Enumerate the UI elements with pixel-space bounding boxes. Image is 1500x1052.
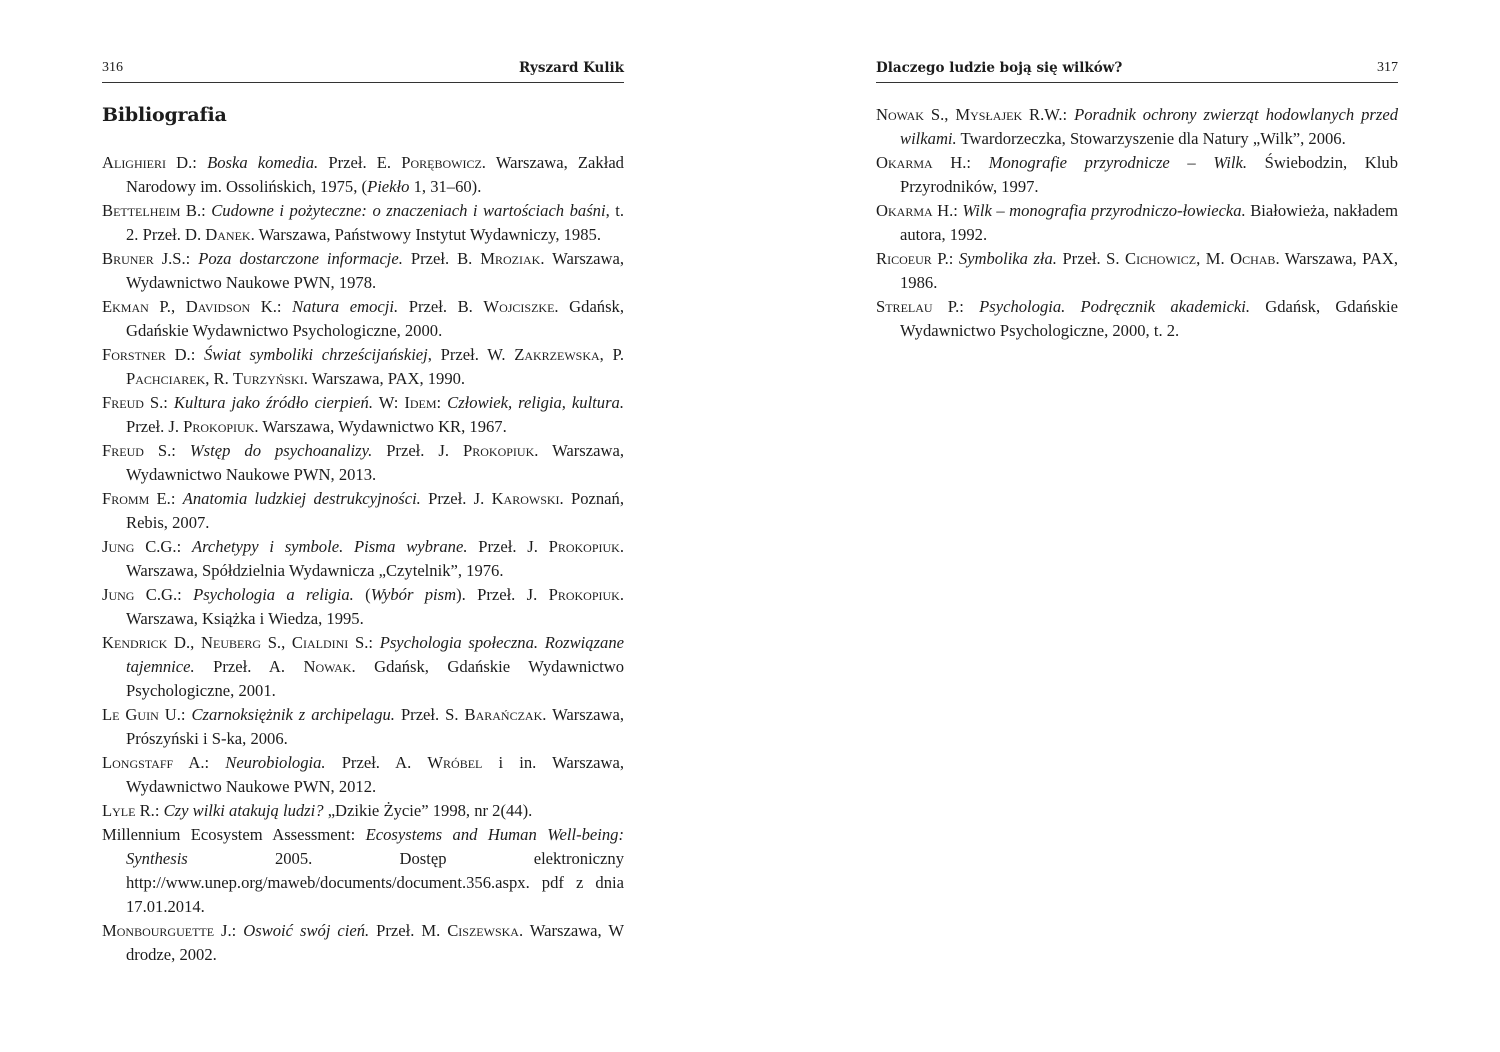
section-title: Bibliografia xyxy=(102,104,227,126)
entry-text: K.: xyxy=(250,297,293,316)
work-title: Archetypy i symbole. Pisma wybrane. xyxy=(191,537,468,556)
entry-text: Świebodzin, Klub Przyrodników, 1997. xyxy=(900,153,1398,196)
entry-text: P.: xyxy=(931,249,959,268)
entry-text: S.: xyxy=(143,441,190,460)
bibliography-entry xyxy=(102,439,624,487)
author-name: Jung xyxy=(102,537,135,556)
bibliography-entry xyxy=(102,631,624,703)
author-name: Le Guin xyxy=(102,705,159,724)
page-number: 317 xyxy=(1377,60,1398,75)
entry-text: i in. Warszawa, Wydawnictwo Naukowe PWN, 2012. xyxy=(126,753,624,796)
author-name: Mysłajek xyxy=(955,105,1023,124)
entry-text: R.: xyxy=(135,801,164,820)
entry-text: S., xyxy=(923,105,956,124)
right-page-header xyxy=(876,58,1398,83)
work-title: Psychologia. Podręcznik akademicki. xyxy=(979,297,1251,316)
entry-text: . Warszawa, Państwowy Instytut Wydawniczy, 1985. xyxy=(250,225,601,244)
bibliography-list xyxy=(102,151,624,967)
work-title: Boska komedia. xyxy=(207,153,319,172)
entry-text: C.G.: xyxy=(134,537,192,556)
bibliography-entry xyxy=(102,535,624,583)
entry-text: W: xyxy=(373,393,405,412)
author-name: Jung xyxy=(102,585,135,604)
work-title: Cudowne i pożyteczne: o znaczeniach i wartościach baśni xyxy=(211,201,606,220)
author-name: Zakrzewska xyxy=(514,345,600,364)
author-name: Freud xyxy=(102,441,144,460)
entry-text: Przeł. M. xyxy=(369,921,448,940)
author-name: Ekman xyxy=(102,297,149,316)
running-title: Ryszard Kulik xyxy=(519,60,624,76)
author-name: Wróbel xyxy=(427,753,483,772)
entry-text: Millennium Ecosystem Assessment: xyxy=(102,825,366,844)
bibliography-entry xyxy=(876,247,1398,295)
bibliography-entry xyxy=(876,103,1398,151)
entry-text: . Poznań, Rebis, 2007. xyxy=(126,489,624,532)
author-name: Mroziak xyxy=(480,249,541,268)
work-title: Wilk – monografia przyrodniczo-łowiecka. xyxy=(962,201,1246,220)
entry-text: H.: xyxy=(932,153,989,172)
author-name: Bettelheim xyxy=(102,201,181,220)
entry-text: P., xyxy=(148,297,186,316)
entry-text: Przeł. J. xyxy=(372,441,464,460)
author-name: Nowak xyxy=(876,105,924,124)
entry-text: . Warszawa, Spółdzielnia Wydawnicza „Czytelnik”, 1976. xyxy=(126,537,624,580)
author-name: Neuberg xyxy=(201,633,261,652)
entry-text: C.G.: xyxy=(134,585,194,604)
author-name: Ricoeur xyxy=(876,249,932,268)
author-name: Wojciszke xyxy=(483,297,555,316)
bibliography-entry xyxy=(102,823,624,919)
author-name: Lyle xyxy=(102,801,136,820)
entry-text: . Warszawa, Książka i Wiedza, 1995. xyxy=(126,585,624,628)
entry-text: . Warszawa, PAX, 1990. xyxy=(303,369,466,388)
work-title: Oswoić swój cień. xyxy=(243,921,370,940)
entry-text: H.: xyxy=(932,201,963,220)
bibliography-list xyxy=(876,103,1398,343)
author-name: Karowski xyxy=(491,489,560,508)
entry-text: Przeł. J. xyxy=(467,537,549,556)
author-name: Turzyński xyxy=(232,369,304,388)
work-title: Świat symboliki chrześcijańskiej xyxy=(203,345,428,364)
bibliography-entry xyxy=(876,199,1398,247)
entry-text: D., xyxy=(167,633,202,652)
bibliography-entry xyxy=(102,583,624,631)
entry-text: Przeł. E. xyxy=(318,153,402,172)
bibliography-entry xyxy=(102,199,624,247)
entry-text: ). Przeł. J. xyxy=(456,585,549,604)
work-title: Ecosystems and Human Well-being: Synthesis xyxy=(126,825,624,868)
entry-text: 1, 31–60). xyxy=(409,177,482,196)
entry-text: U.: xyxy=(158,705,192,724)
entry-text: A.: xyxy=(173,753,226,772)
bibliography-entry xyxy=(876,151,1398,199)
entry-text: J.: xyxy=(214,921,244,940)
work-title: Neurobiologia. xyxy=(225,753,326,772)
work-title: Czarnoksiężnik z archipelagu. xyxy=(191,705,395,724)
entry-text: ( xyxy=(353,585,371,604)
entry-text: 2005. Dostęp elektroniczny http://www.unep.org/maweb/documents/document.356.aspx. pdf z dnia 17.01.2014. xyxy=(126,849,624,916)
author-name: Strelau xyxy=(876,297,933,316)
author-name: Prokopiuk xyxy=(183,417,255,436)
entry-text: R.W.: xyxy=(1022,105,1075,124)
author-name: Longstaff xyxy=(102,753,174,772)
running-title: Dlaczego ludzie boją się wilków? xyxy=(876,60,1123,76)
entry-text: . Warszawa, Wydawnictwo Naukowe PWN, 2013. xyxy=(126,441,624,484)
author-name: Prokopiuk xyxy=(548,537,620,556)
work-title: Monografie przyrodnicze – Wilk. xyxy=(988,153,1248,172)
bibliography-entry xyxy=(102,703,624,751)
author-name: Okarma xyxy=(876,153,933,172)
work-title: Czy wilki atakują ludzi? xyxy=(163,801,324,820)
entry-text: Przeł. A. xyxy=(325,753,428,772)
entry-text: Przeł. B. xyxy=(402,249,481,268)
author-name: Nowak xyxy=(303,657,352,676)
entry-text: . Warszawa, Zakład Narodowy im. Ossolińskich, 1975, ( xyxy=(126,153,624,196)
bibliography-entry xyxy=(102,751,624,799)
entry-text: D.: xyxy=(165,345,204,364)
left-page xyxy=(102,0,624,1052)
entry-text: Przeł. S. xyxy=(1056,249,1126,268)
author-name: Davidson xyxy=(185,297,251,316)
entry-text: Przeł. S. xyxy=(394,705,465,724)
entry-text: S.: xyxy=(143,393,174,412)
entry-text: B.: xyxy=(180,201,212,220)
work-title: Anatomia ludzkiej destrukcyjności. xyxy=(182,489,421,508)
entry-text: . Gdańsk, Gdańskie Wydawnictwo Psychologiczne, 2001. xyxy=(126,657,624,700)
bibliography-entry xyxy=(876,295,1398,343)
entry-text: . Gdańsk, Gdańskie Wydawnictwo Psychologiczne, 2000. xyxy=(126,297,625,340)
author-name: Forstner xyxy=(102,345,166,364)
bibliography-entry xyxy=(102,391,624,439)
author-name: Ochab xyxy=(1230,249,1276,268)
entry-text: : xyxy=(436,393,448,412)
author-name: Idem xyxy=(404,393,437,412)
author-name: Danek xyxy=(205,225,251,244)
author-name: Barańczak xyxy=(464,705,543,724)
entry-text: J.S.: xyxy=(153,249,199,268)
entry-text: . Warszawa, PAX, 1986. xyxy=(900,249,1398,292)
bibliography-entry xyxy=(102,295,624,343)
work-title: Kultura jako źródło cierpień. xyxy=(173,393,373,412)
author-name: Alighieri xyxy=(102,153,166,172)
work-title: Wybór pism xyxy=(370,585,457,604)
author-name: Bruner xyxy=(102,249,154,268)
author-name: Prokopiuk xyxy=(548,585,620,604)
author-name: Fromm xyxy=(102,489,150,508)
bibliography-entry xyxy=(102,487,624,535)
work-title: Poza dostarczone informacje. xyxy=(198,249,403,268)
bibliography-entry xyxy=(102,343,624,391)
entry-text: . Warszawa, Wydawnictwo Naukowe PWN, 1978. xyxy=(126,249,625,292)
work-title: Wstęp do psychoanalizy. xyxy=(189,441,373,460)
entry-text: Białowieża, nakładem autora, 1992. xyxy=(900,201,1399,244)
bibliography-entry xyxy=(102,247,624,295)
author-name: Monbourguette xyxy=(102,921,215,940)
entry-text: Gdańsk, Gdańskie Wydawnictwo Psychologiczne, 2000, t. 2. xyxy=(900,297,1398,340)
entry-text: . Warszawa, W drodze, 2002. xyxy=(126,921,625,964)
work-title: Symbolika zła. xyxy=(958,249,1057,268)
bibliography-entry xyxy=(102,799,624,823)
work-title: Natura emocji. xyxy=(292,297,399,316)
entry-text: S.: xyxy=(348,633,380,652)
entry-text: S., xyxy=(261,633,292,652)
author-name: Porębowicz xyxy=(401,153,482,172)
entry-text: Przeł. A. xyxy=(194,657,304,676)
bibliography-entry xyxy=(102,151,624,199)
author-name: Cialdini xyxy=(291,633,349,652)
work-title: Psychologia społeczna. Rozwiązane tajemnice. xyxy=(126,633,625,676)
right-page xyxy=(876,0,1398,1052)
entry-text: , t. 2. Przeł. D. xyxy=(126,201,624,244)
entry-text: , M. xyxy=(1196,249,1231,268)
page-number: 316 xyxy=(102,60,123,75)
entry-text: D.: xyxy=(165,153,208,172)
entry-text: Przeł. J. xyxy=(420,489,492,508)
entry-text: P.: xyxy=(932,297,980,316)
entry-text: „Dzikie Życie” 1998, nr 2(44). xyxy=(323,801,533,820)
author-name: Prokopiuk xyxy=(463,441,535,460)
work-title: Psychologia a religia. xyxy=(193,585,354,604)
entry-text: . Warszawa, Prószyński i S-ka, 2006. xyxy=(126,705,624,748)
author-name: Cichowicz xyxy=(1125,249,1197,268)
entry-text: Przeł. B. xyxy=(398,297,484,316)
work-title: Człowiek, religia, kultura. xyxy=(447,393,624,412)
entry-text: Twardorzeczka, Stowarzyszenie dla Natury „Wilk”, 2006. xyxy=(956,129,1346,148)
left-page-header xyxy=(102,58,624,83)
author-name: Freud xyxy=(102,393,144,412)
author-name: Pachciarek xyxy=(126,369,206,388)
author-name: Ciszewska xyxy=(447,921,519,940)
entry-text: , P. xyxy=(599,345,625,364)
author-name: Kendrick xyxy=(102,633,168,652)
author-name: Okarma xyxy=(876,201,933,220)
entry-text: E.: xyxy=(149,489,183,508)
work-title: Piekło xyxy=(367,177,410,196)
work-title: Poradnik ochrony zwierząt hodowlanych przed wilkami. xyxy=(900,105,1398,148)
entry-text: , R. xyxy=(205,369,233,388)
bibliography-entry xyxy=(102,919,624,967)
entry-text: , Przeł. W. xyxy=(427,345,515,364)
entry-text: . Warszawa, Wydawnictwo KR, 1967. xyxy=(254,417,507,436)
entry-text: Przeł. J. xyxy=(126,417,184,436)
